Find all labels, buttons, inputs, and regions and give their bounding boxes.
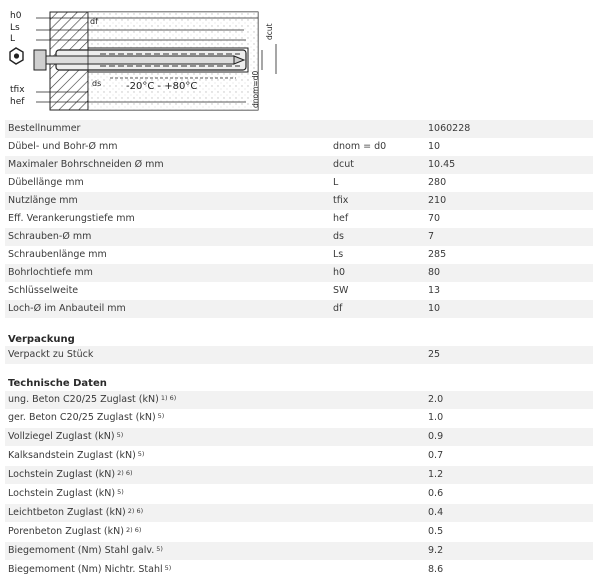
table-row: Kalksandstein Zuglast (kN) $^{5)}$ 0.7 bbox=[8, 450, 444, 461]
table-row: Biegemoment (Nm) Nichtr. Stahl $^{5)}$ 8.6 bbox=[8, 564, 444, 575]
technical-heading: Technische Daten bbox=[8, 378, 107, 389]
table-row: Nutzlänge mm tfix 210 bbox=[5, 192, 593, 210]
table-row: Maximaler Bohrschneiden Ø mm dcut 10.45 bbox=[5, 156, 593, 174]
table-row: Vollziegel Zuglast (kN) $^{5)}$ 0.9 bbox=[5, 428, 593, 446]
label-dcut: dcut bbox=[265, 23, 274, 40]
anchor-diagram bbox=[0, 0, 300, 118]
table-row: Leichtbeton Zuglast (kN) $^{2) 6)}$ 0.4 bbox=[5, 504, 593, 522]
table-row: ung. Beton C20/25 Zuglast (kN) $^{1) 6)}$ 2.0 bbox=[5, 391, 593, 409]
table-row: Bestellnummer 1060228 bbox=[5, 120, 593, 138]
label-dnom-d0: dnom=d0 bbox=[251, 70, 260, 108]
packaging-heading: Verpackung bbox=[8, 334, 75, 345]
label-df: df bbox=[90, 17, 98, 26]
label-l: L bbox=[10, 34, 16, 44]
table-row: Biegemoment (Nm) Stahl galv. $^{5)}$ 9.2 bbox=[5, 542, 593, 560]
table-row: Bohrlochtiefe mm h0 80 bbox=[5, 264, 593, 282]
screw-shaft bbox=[44, 56, 234, 64]
table-row: Loch-Ø im Anbauteil mm df 10 bbox=[5, 300, 593, 318]
table-row: ger. Beton C20/25 Zuglast (kN) $^{5)}$ 1.0 bbox=[8, 412, 444, 423]
table-row: Eff. Verankerungstiefe mm hef 70 bbox=[8, 213, 441, 224]
label-ds: ds bbox=[92, 79, 102, 88]
table-row: Dübel- und Bohr-Ø mm dnom = d0 10 bbox=[8, 141, 441, 152]
table-row: Dübellänge mm L 280 bbox=[8, 177, 447, 188]
label-temp: -20°C - +80°C bbox=[126, 81, 198, 92]
label-h0: h0 bbox=[10, 11, 22, 21]
label-hef: hef bbox=[10, 97, 25, 107]
table-row: Verpackt zu Stück 25 bbox=[5, 346, 593, 364]
table-row: Schraubenlänge mm Ls 285 bbox=[8, 249, 447, 260]
table-row: Lochstein Zuglast (kN) $^{2) 6)}$ 1.2 bbox=[5, 466, 593, 484]
label-tfix: tfix bbox=[10, 85, 25, 95]
table-row: Schrauben-Ø mm ds 7 bbox=[5, 228, 593, 246]
label-ls: Ls bbox=[10, 23, 20, 33]
table-row: Schlüsselweite SW 13 bbox=[8, 285, 441, 296]
table-row: Lochstein Zuglast (kN) $^{5)}$ 0.6 bbox=[8, 488, 444, 499]
table-row: Porenbeton Zuglast (kN) $^{2) 6)}$ 0.5 bbox=[8, 526, 444, 537]
